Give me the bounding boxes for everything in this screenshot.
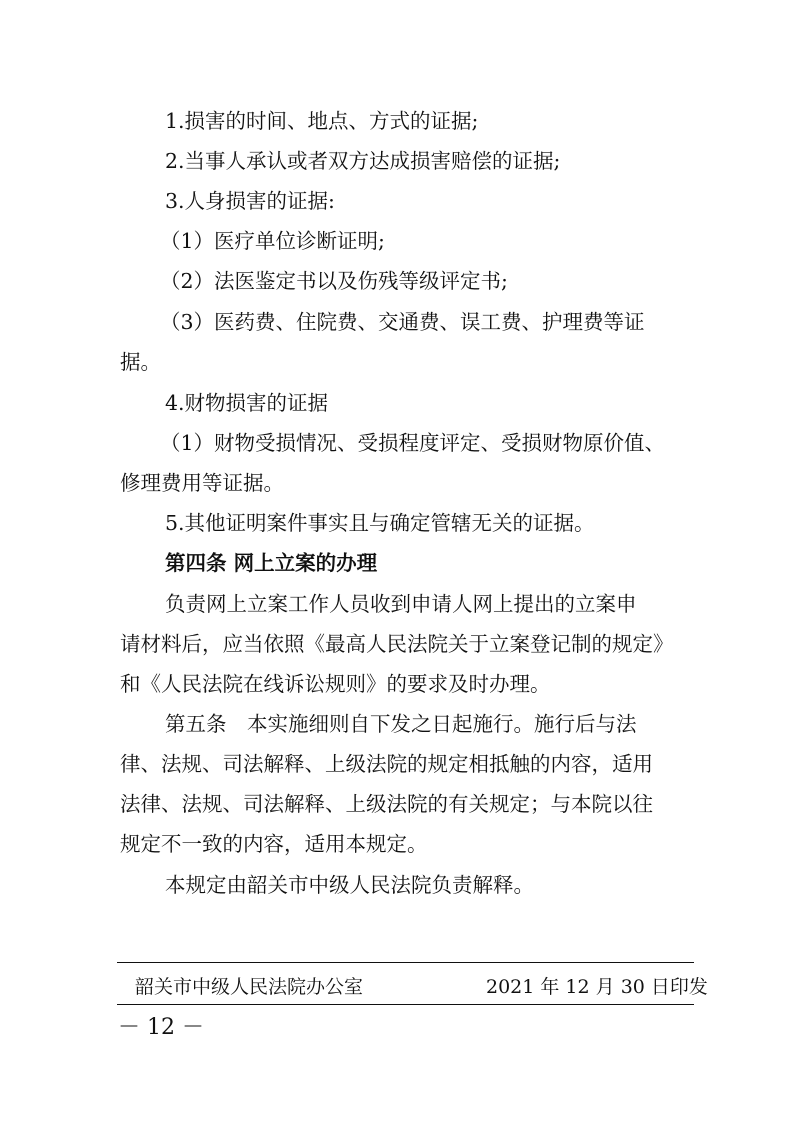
body-line: 本规定由韶关市中级人民法院负责解释。 (165, 873, 534, 897)
body-line: 律、法规、司法解释、上级法院的规定相抵触的内容，适用 (120, 752, 653, 776)
body-line: （3）医药费、住院费、交通费、误工费、护理费等证 (160, 310, 645, 334)
body-line: 修理费用等证据。 (120, 471, 284, 495)
body-line: 法律、法规、司法解释、上级法院的有关规定；与本院以往 (120, 792, 653, 816)
body-line: 负责网上立案工作人员收到申请人网上提出的立案申 (165, 592, 637, 616)
body-line: 和《人民法院在线诉讼规则》的要求及时办理。 (120, 672, 551, 696)
footer-issuer: 韶关市中级人民法院办公室 (135, 976, 364, 998)
article-heading: 第四条 网上立案的办理 (165, 551, 378, 575)
body-line: 1.损害的时间、地点、方式的证据; (165, 109, 479, 133)
body-line: 请材料后，应当依照《最高人民法院关于立案登记制的规定》 (120, 632, 674, 656)
body-line: 据。 (120, 350, 161, 374)
body-line: 5.其他证明案件事实且与确定管辖无关的证据。 (165, 511, 595, 535)
body-line: 2.当事人承认或者双方达成损害赔偿的证据; (165, 149, 561, 173)
footer-date: 2021 年 12 月 30 日印发 (486, 976, 708, 998)
body-line: 3.人身损害的证据: (165, 189, 335, 213)
footer-bottom-rule (117, 1004, 694, 1005)
page-number: － 12 － (118, 1015, 204, 1040)
body-line: （1）财物受损情况、受损程度评定、受损财物原价值、 (160, 431, 666, 455)
body-line: 4.财物损害的证据 (165, 391, 329, 415)
body-line: 第五条 本实施细则自下发之日起施行。施行后与法 (165, 712, 637, 736)
footer-top-rule (117, 962, 694, 963)
body-line: （2）法医鉴定书以及伤残等级评定书; (160, 269, 508, 293)
body-line: （1）医疗单位诊断证明; (160, 229, 385, 253)
body-line: 规定不一致的内容，适用本规定。 (120, 832, 428, 856)
